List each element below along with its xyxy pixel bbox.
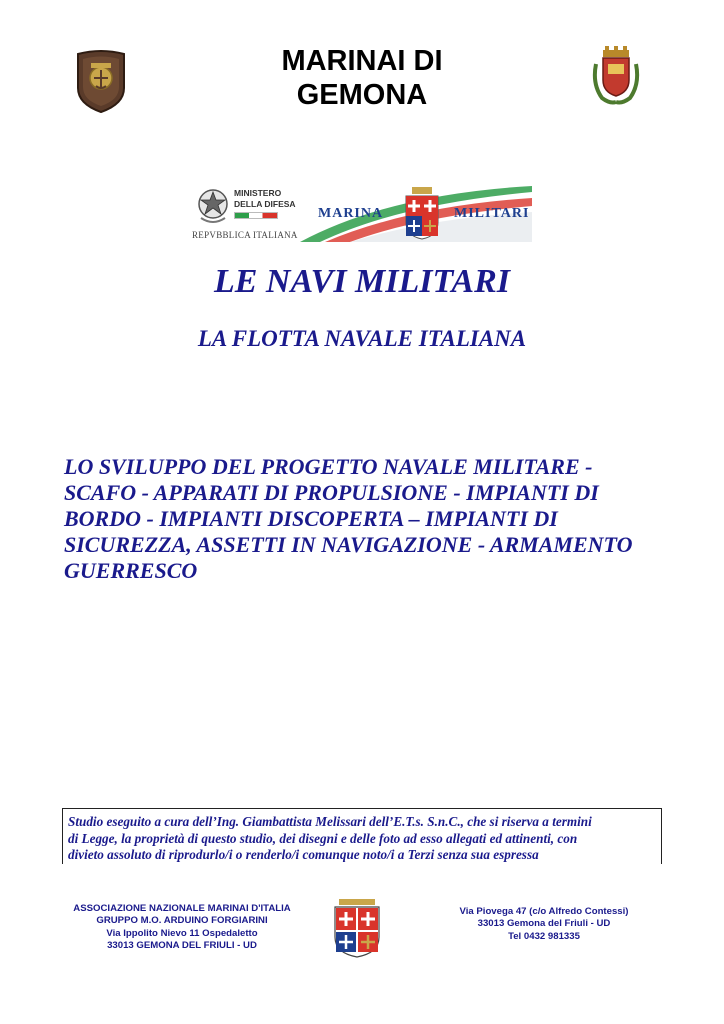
notice-line: di Legge, la proprietà di questo studio, dei disegni e delle foto ad esso allegati ed attinenti, con	[68, 830, 578, 846]
anmi-plaque-icon	[72, 48, 130, 114]
militare-word: MILITARI	[454, 206, 530, 221]
association-address	[56, 903, 308, 953]
page-title	[230, 44, 494, 112]
contact-address	[434, 906, 654, 943]
navy-shield-icon	[331, 895, 383, 959]
copyright-notice-box	[62, 808, 662, 864]
ministry-flag-stripe	[234, 212, 278, 219]
description-line: SCAFO - APPARATI DI PROPULSIONE - IMPIANTI DI	[64, 480, 599, 505]
italian-republic-emblem-icon	[196, 186, 230, 226]
republic-text: REPVBBLICA ITALIANA	[192, 230, 298, 240]
description-line: GUERRESCO	[64, 558, 198, 583]
document-main-title: LE NAVI MILITARI	[213, 263, 510, 300]
footer-left-line: 33013 GEMONA DEL FRIULI - UD	[107, 940, 257, 952]
notice-line: divieto assoluto di riprodurlo/i o renderlo/i comunque noto/i a Terzi senza sua espressa	[68, 847, 539, 862]
description-line: BORDO - IMPIANTI DISCOPERTA – IMPIANTI DI	[64, 506, 558, 531]
document-description	[64, 454, 664, 584]
navy-shield-icon	[402, 186, 442, 240]
gemona-coat-of-arms-icon	[588, 44, 644, 106]
footer-right-line: Via Piovega 47 (c/o Alfredo Contessi)	[459, 906, 629, 917]
footer-right-line: Tel 0432 981335	[508, 930, 580, 942]
title-line-2: GEMONA	[296, 79, 428, 111]
document-sub-title: LA FLOTTA NAVALE ITALIANA	[197, 326, 527, 351]
ministry-navy-banner	[190, 184, 532, 242]
footer-left-line: Via Ippolito Nievo 11 Ospedaletto	[106, 927, 258, 939]
footer-right-line: 33013 Gemona del Friuli - UD	[477, 918, 611, 930]
footer-left-line: GRUPPO M.O. ARDUINO FORGIARINI	[96, 915, 268, 927]
description-line: SICUREZZA, ASSETTI IN NAVIGAZIONE - ARMAMENTO	[64, 532, 633, 557]
marina-word: MARINA	[318, 206, 384, 221]
ministry-line-2: DELLA DIFESA	[234, 199, 296, 209]
footer-left-line: ASSOCIAZIONE NAZIONALE MARINAI D'ITALIA	[73, 903, 291, 914]
description-line: LO SVILUPPO DEL PROGETTO NAVALE MILITARE -	[64, 454, 593, 479]
ministry-line-1: MINISTERO	[234, 188, 282, 198]
notice-line: Studio eseguito a cura dell’Ing. Giambattista Melissari dell’E.T.s. S.n.C., che si riserva a termini	[68, 814, 592, 829]
title-line-1: MARINAI DI	[281, 45, 443, 77]
